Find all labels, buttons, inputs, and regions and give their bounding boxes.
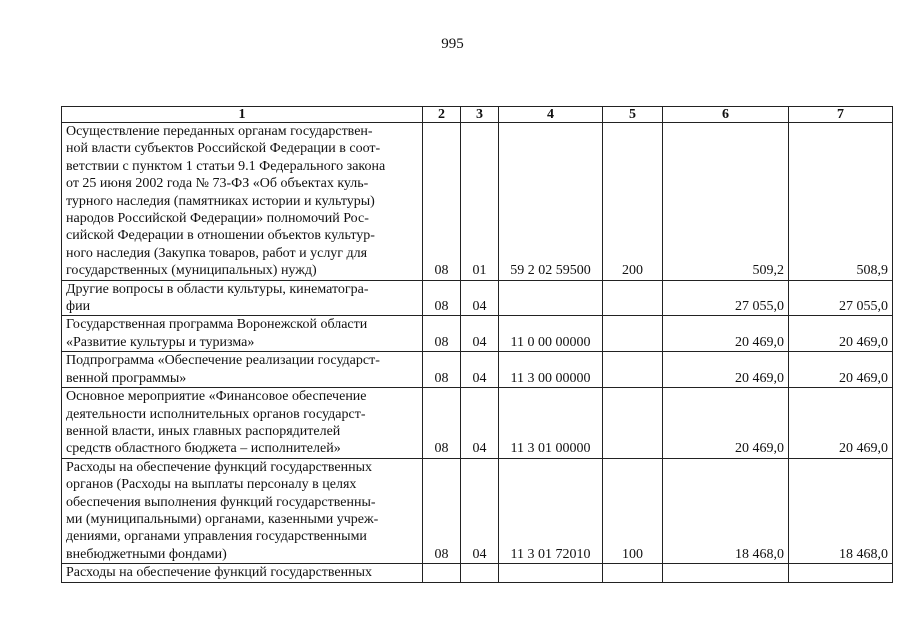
subsection-code: 04 <box>461 280 499 316</box>
row-name: Подпрограмма «Обеспечение реализации государст- венной программы» <box>66 353 380 386</box>
expense-type-code: 200 <box>603 123 663 281</box>
row-name-cell <box>62 458 423 563</box>
section-code: 08 <box>423 280 461 316</box>
amount-col-6: 20 469,0 <box>663 316 789 352</box>
amount-col-7 <box>789 564 893 582</box>
subsection-code <box>461 564 499 582</box>
section-code <box>423 564 461 582</box>
section-code: 08 <box>423 388 461 459</box>
amount-col-6: 20 469,0 <box>663 352 789 388</box>
amount-col-7: 18 468,0 <box>789 458 893 563</box>
table-row <box>62 352 893 388</box>
expense-type-code <box>603 388 663 459</box>
amount-col-6: 18 468,0 <box>663 458 789 563</box>
target-article-code: 11 3 01 72010 <box>499 458 603 563</box>
header-col-3: 3 <box>461 107 499 123</box>
header-col-4: 4 <box>499 107 603 123</box>
row-name-cell <box>62 316 423 352</box>
section-code: 08 <box>423 316 461 352</box>
row-name-cell <box>62 564 423 582</box>
expense-type-code <box>603 564 663 582</box>
section-code: 08 <box>423 458 461 563</box>
table-row <box>62 316 893 352</box>
expense-type-code: 100 <box>603 458 663 563</box>
subsection-code: 01 <box>461 123 499 281</box>
target-article-code: 11 0 00 00000 <box>499 316 603 352</box>
table-row <box>62 388 893 459</box>
amount-col-6: 509,2 <box>663 123 789 281</box>
subsection-code: 04 <box>461 458 499 563</box>
header-col-7: 7 <box>789 107 893 123</box>
row-name: Расходы на обеспечение функций государственных <box>66 565 373 581</box>
subsection-code: 04 <box>461 352 499 388</box>
amount-col-7: 20 469,0 <box>789 352 893 388</box>
expense-type-code <box>603 280 663 316</box>
target-article-code <box>499 564 603 582</box>
header-col-6: 6 <box>663 107 789 123</box>
amount-col-6: 27 055,0 <box>663 280 789 316</box>
target-article-code: 11 3 01 00000 <box>499 388 603 459</box>
target-article-code <box>499 280 603 316</box>
subsection-code: 04 <box>461 388 499 459</box>
expense-type-code <box>603 352 663 388</box>
amount-col-7: 20 469,0 <box>789 388 893 459</box>
table-row <box>62 280 893 316</box>
row-name: Расходы на обеспечение функций государственных органов (Расходы на выплаты персоналу в целях обеспечения выполнения функций государственны- ми (муниципальными) органами, казенными учреж- дениями, органами управления государственными внебюджетными фондами) <box>66 459 379 562</box>
amount-col-6: 20 469,0 <box>663 388 789 459</box>
amount-col-7: 508,9 <box>789 123 893 281</box>
row-name: Другие вопросы в области культуры, кинематогра- фии <box>66 281 369 315</box>
header-col-1: 1 <box>62 107 423 123</box>
header-col-5: 5 <box>603 107 663 123</box>
page-number: 995 <box>441 36 464 52</box>
row-name-cell <box>62 280 423 316</box>
table-row <box>62 458 893 563</box>
row-name: Осуществление переданных органам государствен- ной власти субъектов Российской Федерации в соот- ветствии с пунктом 1 статьи 9.1 Федерального закона от 25 июня 2002 года № 73-ФЗ «Об объектах куль- турного наследия (памятниках истории и культуры) народов Российской Федерации» полномочий Рос- сийской Федерации в отношении объектов культур- ного наследия (Закупка товаров, работ и услуг для государственных (муниципальных) нужд) <box>66 124 386 279</box>
table-row <box>62 564 893 582</box>
header-col-2: 2 <box>423 107 461 123</box>
section-code: 08 <box>423 123 461 281</box>
header-row <box>62 107 893 123</box>
table-row <box>62 123 893 281</box>
row-name-cell <box>62 388 423 459</box>
amount-col-7: 27 055,0 <box>789 280 893 316</box>
target-article-code: 11 3 00 00000 <box>499 352 603 388</box>
amount-col-6 <box>663 564 789 582</box>
target-article-code: 59 2 02 59500 <box>499 123 603 281</box>
amount-col-7: 20 469,0 <box>789 316 893 352</box>
row-name: Государственная программа Воронежской области «Развитие культуры и туризма» <box>66 317 368 350</box>
section-code: 08 <box>423 352 461 388</box>
row-name-cell <box>62 123 423 281</box>
subsection-code: 04 <box>461 316 499 352</box>
budget-table <box>61 106 893 583</box>
expense-type-code <box>603 316 663 352</box>
row-name: Основное мероприятие «Финансовое обеспечение деятельности исполнительных органов государст- венной власти, иных главных распорядителей средств областного бюджета – исполнителей» <box>66 389 367 457</box>
row-name-cell <box>62 352 423 388</box>
